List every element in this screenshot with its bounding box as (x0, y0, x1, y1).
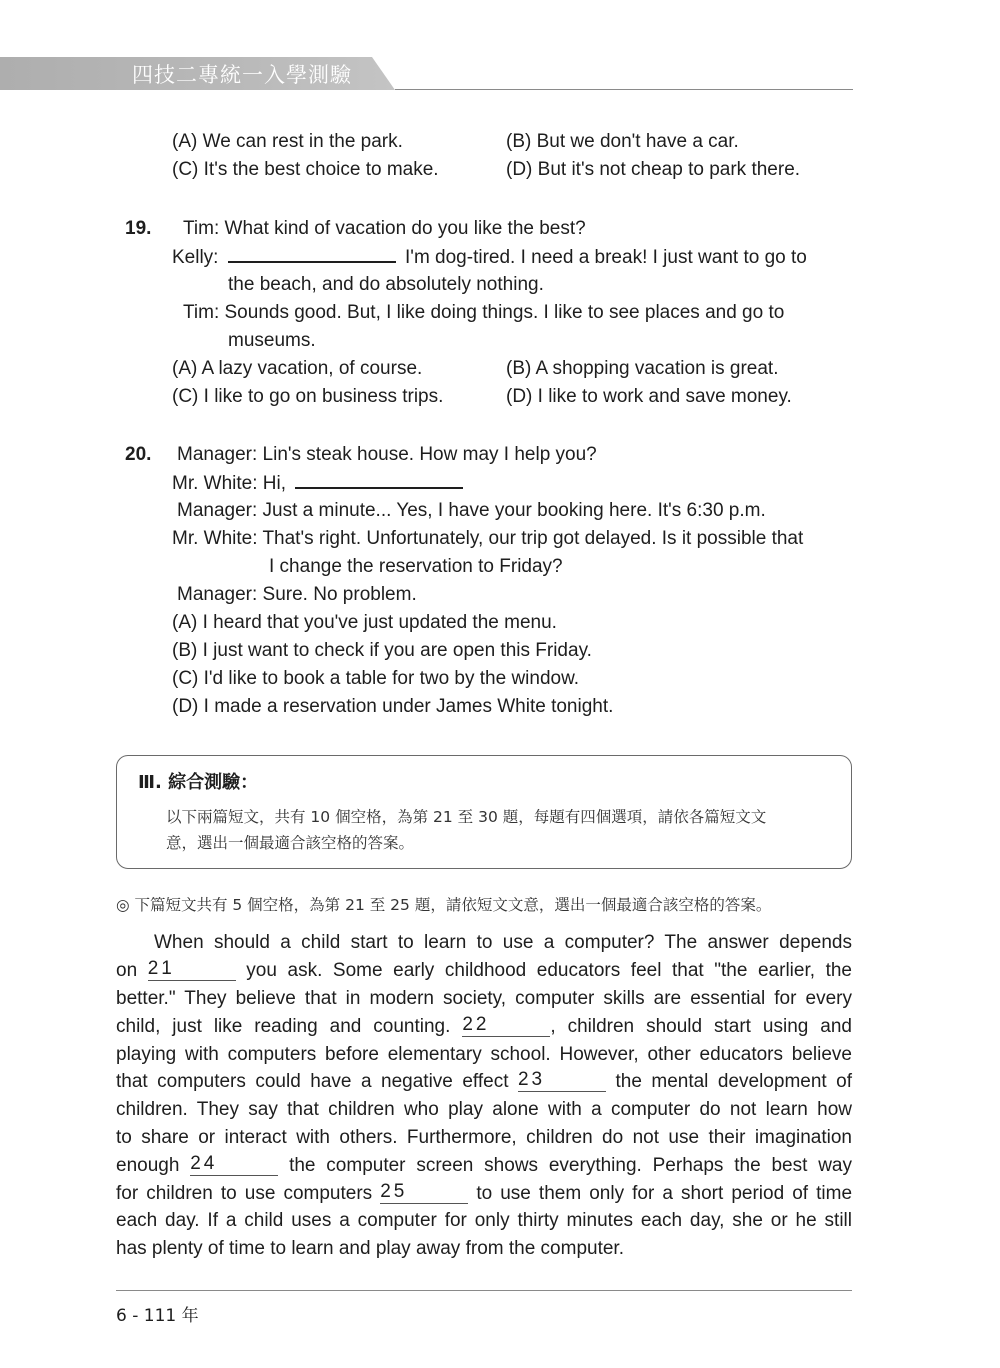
q20-line-5: I change the reservation to Friday? (269, 556, 563, 577)
passage-line-5: playing with computers before elementary school. However, other educators believe (116, 1044, 852, 1065)
passage-line-9a: enough (116, 1155, 180, 1176)
passage-line-4a: child, just like reading and counting. (116, 1016, 451, 1037)
passage-line-10a: for children to use computers (116, 1183, 373, 1204)
passage-line-3: better." They believe that in modern society, computer skills are essential for every (116, 988, 852, 1009)
passage-line-1-text: When should a child start to learn to use a computer? The answer depends (154, 932, 852, 953)
q20-answer-blank (295, 469, 463, 489)
passage-line-9b: the computer screen shows everything. Perhaps the best way (289, 1155, 852, 1176)
q18-option-d: (D) But it's not cheap to park there. (506, 159, 801, 180)
blank-25: 25 (380, 1181, 468, 1204)
q19-line-2 (172, 243, 807, 272)
blank-21: 21 (148, 958, 236, 981)
header-title: 四技二專統一入學測驗 (132, 63, 352, 87)
q19-line-4: Tim: Sounds good. But, I like doing things. I like to see places and go to (183, 302, 785, 323)
page-number: 6 - 111 年 (116, 1306, 199, 1326)
q19-number: 19. (125, 218, 152, 239)
q20-line-3: Manager: Just a minute... Yes, I have your booking here. It's 6:30 p.m. (177, 500, 766, 521)
passage-line-2a: on (116, 960, 138, 981)
passage-line-11: each day. If a child uses a computer for only thirty minutes each day, she or he still (116, 1210, 852, 1231)
q19-speaker-kelly: Kelly: (172, 247, 219, 268)
passage-line-1 (116, 929, 852, 957)
q20-line-2 (172, 469, 463, 498)
q19-answer-blank (228, 243, 396, 263)
q19-option-d: (D) I like to work and save money. (506, 386, 792, 407)
q20-option-b: (B) I just want to check if you are open this Friday. (172, 640, 592, 661)
passage-line-12: has plenty of time to learn and play away from the computer. (116, 1238, 624, 1259)
q19-line-2-rest: I'm dog-tired. I need a break! I just want to go to (405, 247, 807, 268)
passage-line-10b: to use them only for a short period of time (476, 1183, 853, 1204)
q19-line-3: the beach, and do absolutely nothing. (228, 274, 544, 295)
passage-line-4 (116, 1013, 852, 1041)
q20-line-2-text: Mr. White: Hi, (172, 473, 287, 494)
passage-line-9 (116, 1152, 852, 1180)
passage-note: ◎ 下篇短文共有 5 個空格，為第 21 至 25 題，請依短文文意，選出一個最適合該空格的答案。 (116, 896, 772, 914)
q19-option-c: (C) I like to go on business trips. (172, 386, 444, 407)
passage-line-2b: you ask. Some early childhood educators feel that "the earlier, the (246, 960, 853, 981)
passage-line-4b: , children should start using and (550, 1016, 852, 1037)
passage-line-10 (116, 1180, 852, 1208)
passage-line-8: to share or interact with others. Furthermore, children do not use their imagination (116, 1127, 852, 1148)
passage-line-6 (116, 1068, 852, 1096)
q20-number: 20. (125, 444, 152, 465)
q18-option-a: (A) We can rest in the park. (172, 131, 403, 152)
q19-option-a: (A) A lazy vacation, of course. (172, 358, 423, 379)
q20-line-6: Manager: Sure. No problem. (177, 584, 417, 605)
q18-option-b: (B) But we don't have a car. (506, 131, 739, 152)
q20-option-c: (C) I'd like to book a table for two by the window. (172, 668, 580, 689)
q20-option-d: (D) I made a reservation under James White tonight. (172, 696, 614, 717)
q20-option-a: (A) I heard that you've just updated the menu. (172, 612, 557, 633)
q19-line-1: Tim: What kind of vacation do you like the best? (183, 218, 586, 239)
q19-line-5: museums. (228, 330, 316, 351)
passage-line-7: children. They say that children who play alone with a computer do not learn how (116, 1099, 852, 1120)
section-3-instruction-1: 以下兩篇短文，共有 10 個空格，為第 21 至 30 題，每題有四個選項，請依各篇短文文 (166, 808, 767, 826)
blank-23: 23 (518, 1069, 606, 1092)
footer-rule (116, 1290, 852, 1291)
section-3-title: Ⅲ. 綜合測驗： (138, 772, 259, 793)
header-rule (395, 89, 853, 90)
blank-24: 24 (190, 1153, 278, 1176)
section-3-instruction-2: 意，選出一個最適合該空格的答案。 (166, 834, 415, 852)
q20-line-1: Manager: Lin's steak house. How may I help you? (177, 444, 597, 465)
blank-22: 22 (462, 1014, 550, 1037)
q18-option-c: (C) It's the best choice to make. (172, 159, 439, 180)
q20-line-4: Mr. White: That's right. Unfortunately, our trip got delayed. Is it possible that (172, 528, 804, 549)
passage-line-6a: that computers could have a negative effect (116, 1071, 509, 1092)
passage-line-2 (116, 957, 852, 985)
passage-line-6b: the mental development of (615, 1071, 853, 1092)
q19-option-b: (B) A shopping vacation is great. (506, 358, 779, 379)
